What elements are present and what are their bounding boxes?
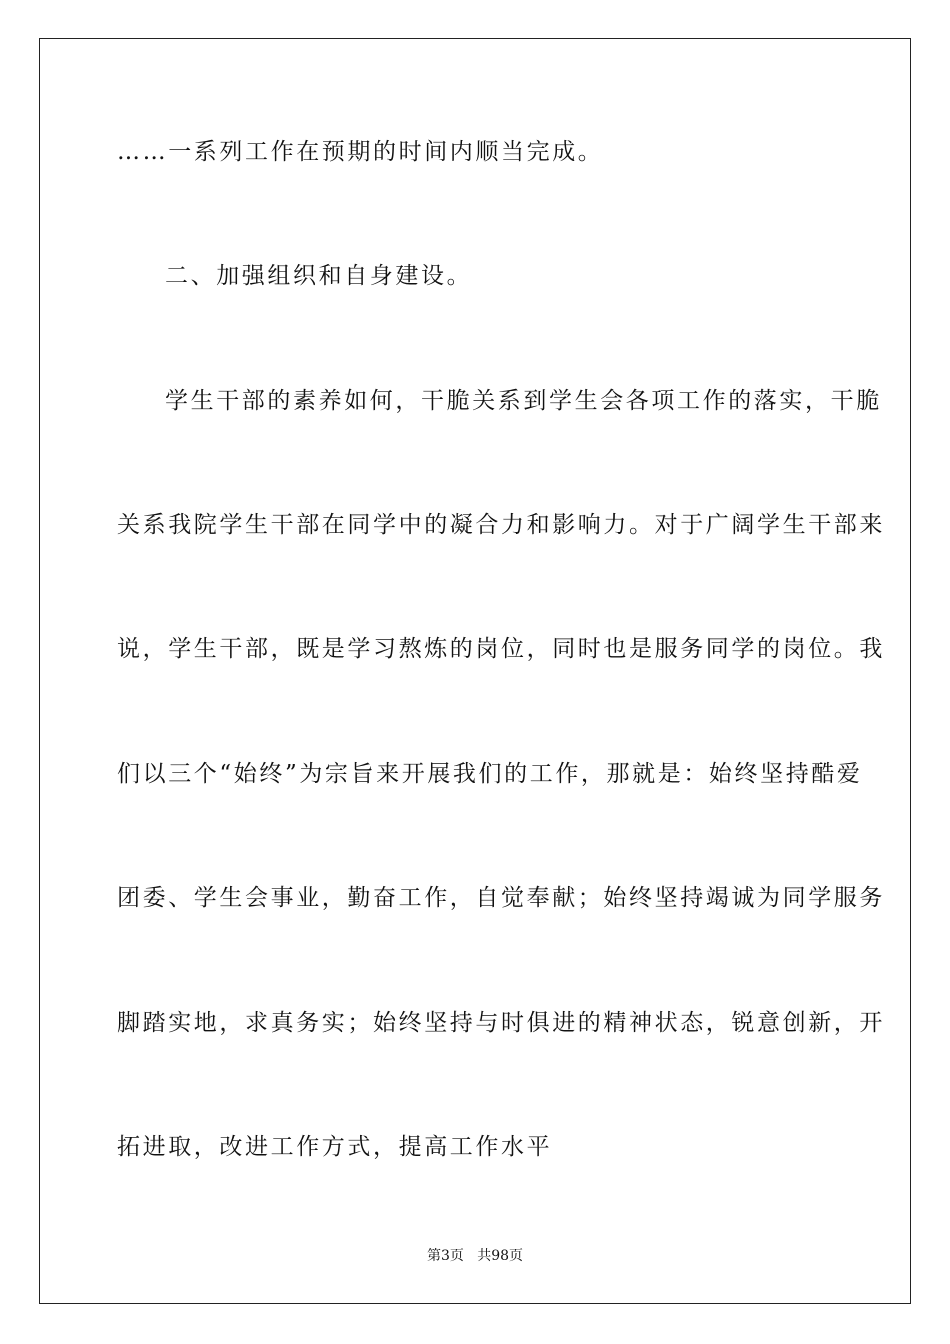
body-line-6: 们以三个“始终”为宗旨来开展我们的工作，那就是：始终坚持酷爱 <box>117 761 863 787</box>
body-line-4: 关系我院学生干部在同学中的凝合力和影响力。对于广阔学生干部来 <box>117 512 885 538</box>
body-line-1: ……一系列工作在预期的时间内顺当完成。 <box>117 139 604 165</box>
body-line-5: 说，学生干部，既是学习熬炼的岗位，同时也是服务同学的岗位。我 <box>117 636 885 662</box>
body-line-7: 团委、学生会事业，勤奋工作，自觉奉献；始终坚持竭诚为同学服务 <box>117 885 885 911</box>
body-line-9: 拓进取，改进工作方式，提高工作水平 <box>117 1134 553 1160</box>
page-border <box>39 38 911 1304</box>
page-number-footer: 第3页 共98页 <box>426 1248 524 1264</box>
section-heading: 二、加强组织和自身建设。 <box>165 263 473 289</box>
body-line-8: 脚踏实地，求真务实；始终坚持与时俱进的精神状态，锐意创新，开 <box>117 1010 885 1036</box>
body-line-3: 学生干部的素养如何，干脆关系到学生会各项工作的落实，干脆 <box>165 388 882 414</box>
